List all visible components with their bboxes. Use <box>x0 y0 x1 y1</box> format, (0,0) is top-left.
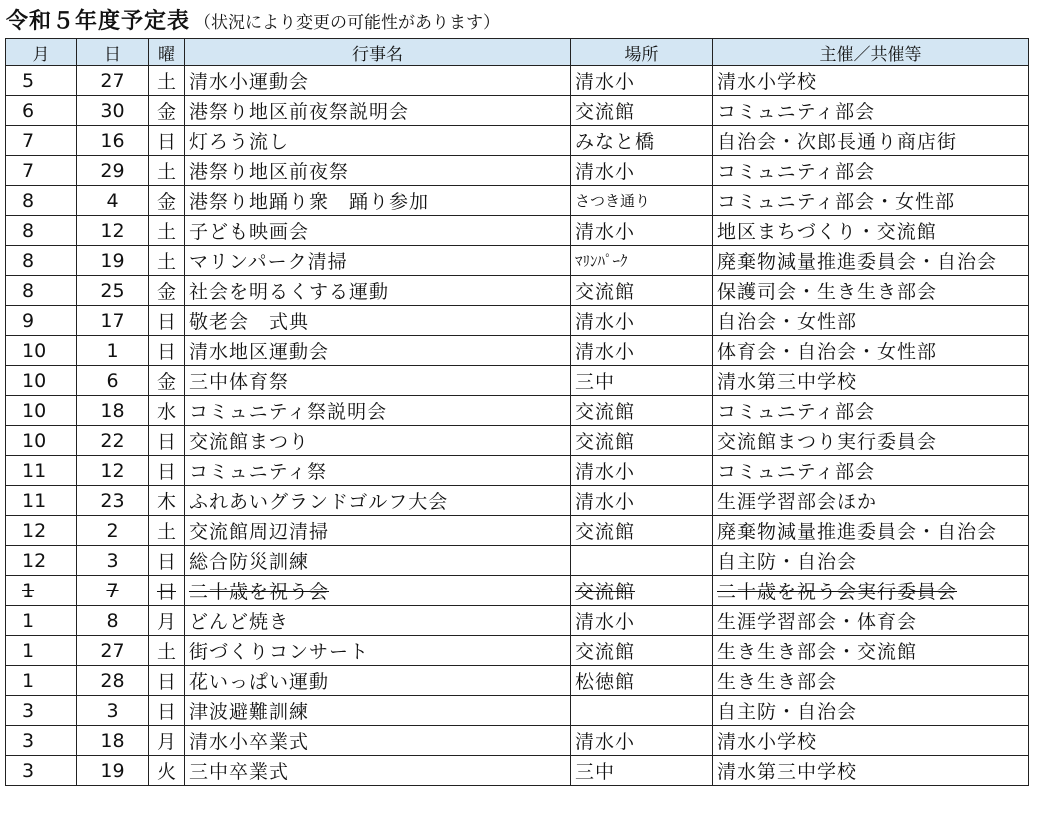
cell-organizer: 自治会・次郎長通り商店街 <box>713 126 1029 156</box>
cell-place: 清水小 <box>571 606 713 636</box>
title-note: （状況により変更の可能性があります） <box>194 13 501 33</box>
cell-day: 6 <box>77 366 149 396</box>
cell-organizer: 地区まちづくり・交流館 <box>713 216 1029 246</box>
cell-organizer: 清水小学校 <box>713 66 1029 96</box>
cell-day: 12 <box>77 216 149 246</box>
page-title <box>6 4 500 36</box>
header-place: 場所 <box>571 39 713 66</box>
cell-weekday: 日 <box>149 126 185 156</box>
table-body <box>6 66 1029 786</box>
cell-weekday: 日 <box>149 426 185 456</box>
cell-event: どんど焼き <box>185 606 571 636</box>
cell-place: さつき通り <box>571 186 713 216</box>
cell-organizer: 廃棄物減量推進委員会・自治会 <box>713 516 1029 546</box>
cell-place: 交流館 <box>571 576 713 606</box>
cell-month: 8 <box>6 276 77 306</box>
cell-event: 港祭り地区前夜祭説明会 <box>185 96 571 126</box>
table-row <box>6 96 1029 126</box>
cell-place: 交流館 <box>571 636 713 666</box>
cell-month: 10 <box>6 366 77 396</box>
cell-event: 街づくりコンサート <box>185 636 571 666</box>
cell-weekday: 日 <box>149 306 185 336</box>
cell-day: 18 <box>77 396 149 426</box>
cell-month: 5 <box>6 66 77 96</box>
cell-place: 清水小 <box>571 216 713 246</box>
cell-day: 8 <box>77 606 149 636</box>
table-row <box>6 756 1029 786</box>
cell-day: 27 <box>77 636 149 666</box>
cell-event: 港祭り地踊り衆 踊り参加 <box>185 186 571 216</box>
table-row <box>6 306 1029 336</box>
cell-month: 11 <box>6 486 77 516</box>
cell-event: 清水小運動会 <box>185 66 571 96</box>
cell-month: 12 <box>6 516 77 546</box>
cell-day: 22 <box>77 426 149 456</box>
cell-event: 清水小卒業式 <box>185 726 571 756</box>
cell-day: 25 <box>77 276 149 306</box>
cell-month: 1 <box>6 636 77 666</box>
cell-event: 子ども映画会 <box>185 216 571 246</box>
table-row <box>6 396 1029 426</box>
cell-event: 花いっぱい運動 <box>185 666 571 696</box>
cell-day: 2 <box>77 516 149 546</box>
cell-day: 18 <box>77 726 149 756</box>
header-organizer: 主催／共催等 <box>713 39 1029 66</box>
cell-organizer: コミュニティ部会 <box>713 396 1029 426</box>
cell-weekday: 土 <box>149 156 185 186</box>
cell-weekday: 土 <box>149 636 185 666</box>
table-row <box>6 576 1029 606</box>
cell-organizer: 自治会・女性部 <box>713 306 1029 336</box>
table-row <box>6 606 1029 636</box>
table-row <box>6 726 1029 756</box>
cell-month: 1 <box>6 606 77 636</box>
cell-place: 清水小 <box>571 336 713 366</box>
table-row <box>6 516 1029 546</box>
table-row <box>6 696 1029 726</box>
cell-organizer: 交流館まつり実行委員会 <box>713 426 1029 456</box>
cell-day: 3 <box>77 546 149 576</box>
cell-event: コミュニティ祭 <box>185 456 571 486</box>
cell-day: 19 <box>77 756 149 786</box>
cell-day: 19 <box>77 246 149 276</box>
cell-place: 清水小 <box>571 66 713 96</box>
table-row <box>6 66 1029 96</box>
cell-place: 清水小 <box>571 156 713 186</box>
cell-event: 交流館まつり <box>185 426 571 456</box>
cell-event: 三中卒業式 <box>185 756 571 786</box>
table-row <box>6 246 1029 276</box>
cell-month: 10 <box>6 426 77 456</box>
cell-place: 清水小 <box>571 306 713 336</box>
cell-month: 10 <box>6 336 77 366</box>
cell-month: 3 <box>6 756 77 786</box>
cell-month: 3 <box>6 696 77 726</box>
cell-event: 社会を明るくする運動 <box>185 276 571 306</box>
cell-day: 23 <box>77 486 149 516</box>
cell-weekday: 日 <box>149 546 185 576</box>
cell-weekday: 日 <box>149 576 185 606</box>
cell-weekday: 日 <box>149 696 185 726</box>
cell-place <box>571 696 713 726</box>
cell-day: 7 <box>77 576 149 606</box>
cell-organizer: コミュニティ部会・女性部 <box>713 186 1029 216</box>
cell-weekday: 水 <box>149 396 185 426</box>
cell-organizer: 生き生き部会 <box>713 666 1029 696</box>
header-month: 月 <box>6 39 77 66</box>
cell-weekday: 金 <box>149 276 185 306</box>
cell-event: 港祭り地区前夜祭 <box>185 156 571 186</box>
cell-organizer: 生き生き部会・交流館 <box>713 636 1029 666</box>
cell-day: 12 <box>77 456 149 486</box>
cell-organizer: 清水第三中学校 <box>713 366 1029 396</box>
header-day: 日 <box>77 39 149 66</box>
header-weekday: 曜 <box>149 39 185 66</box>
cell-event: 敬老会 式典 <box>185 306 571 336</box>
cell-place: 三中 <box>571 366 713 396</box>
cell-day: 4 <box>77 186 149 216</box>
cell-place: 清水小 <box>571 486 713 516</box>
table-row <box>6 336 1029 366</box>
cell-place: 松徳館 <box>571 666 713 696</box>
cell-organizer: 自主防・自治会 <box>713 546 1029 576</box>
cell-event: 二十歳を祝う会 <box>185 576 571 606</box>
cell-month: 8 <box>6 186 77 216</box>
cell-month: 10 <box>6 396 77 426</box>
cell-event: 灯ろう流し <box>185 126 571 156</box>
table-row <box>6 426 1029 456</box>
cell-month: 9 <box>6 306 77 336</box>
cell-weekday: 金 <box>149 366 185 396</box>
cell-weekday: 日 <box>149 666 185 696</box>
cell-place <box>571 546 713 576</box>
cell-month: 6 <box>6 96 77 126</box>
table-row <box>6 456 1029 486</box>
cell-day: 3 <box>77 696 149 726</box>
cell-month: 7 <box>6 126 77 156</box>
cell-day: 30 <box>77 96 149 126</box>
cell-organizer: 清水小学校 <box>713 726 1029 756</box>
cell-organizer: 自主防・自治会 <box>713 696 1029 726</box>
cell-weekday: 土 <box>149 516 185 546</box>
cell-month: 3 <box>6 726 77 756</box>
table-row <box>6 126 1029 156</box>
cell-month: 7 <box>6 156 77 186</box>
cell-day: 27 <box>77 66 149 96</box>
cell-month: 8 <box>6 246 77 276</box>
schedule-table <box>5 38 1029 786</box>
cell-place: 交流館 <box>571 516 713 546</box>
cell-month: 8 <box>6 216 77 246</box>
cell-weekday: 日 <box>149 336 185 366</box>
table-row <box>6 156 1029 186</box>
cell-place: ﾏﾘﾝﾊﾟｰｸ <box>571 246 713 276</box>
cell-event: 清水地区運動会 <box>185 336 571 366</box>
cell-organizer: コミュニティ部会 <box>713 156 1029 186</box>
cell-event: ふれあいグランドゴルフ大会 <box>185 486 571 516</box>
cell-place: 交流館 <box>571 276 713 306</box>
cell-day: 29 <box>77 156 149 186</box>
table-row <box>6 366 1029 396</box>
table-row <box>6 636 1029 666</box>
table-row <box>6 666 1029 696</box>
cell-event: マリンパーク清掃 <box>185 246 571 276</box>
cell-day: 1 <box>77 336 149 366</box>
cell-place: 交流館 <box>571 426 713 456</box>
cell-place: 三中 <box>571 756 713 786</box>
cell-place: 清水小 <box>571 726 713 756</box>
cell-event: 三中体育祭 <box>185 366 571 396</box>
cell-weekday: 火 <box>149 756 185 786</box>
cell-weekday: 金 <box>149 96 185 126</box>
table-row <box>6 216 1029 246</box>
table-row <box>6 186 1029 216</box>
cell-organizer: コミュニティ部会 <box>713 96 1029 126</box>
cell-organizer: 生涯学習部会・体育会 <box>713 606 1029 636</box>
cell-weekday: 金 <box>149 186 185 216</box>
cell-event: 交流館周辺清掃 <box>185 516 571 546</box>
cell-event: 津波避難訓練 <box>185 696 571 726</box>
cell-weekday: 月 <box>149 726 185 756</box>
table-row <box>6 276 1029 306</box>
header-event: 行事名 <box>185 39 571 66</box>
cell-month: 11 <box>6 456 77 486</box>
cell-weekday: 土 <box>149 66 185 96</box>
cell-organizer: 二十歳を祝う会実行委員会 <box>713 576 1029 606</box>
cell-day: 28 <box>77 666 149 696</box>
cell-organizer: 清水第三中学校 <box>713 756 1029 786</box>
cell-event: コミュニティ祭説明会 <box>185 396 571 426</box>
cell-organizer: 保護司会・生き生き部会 <box>713 276 1029 306</box>
cell-event: 総合防災訓練 <box>185 546 571 576</box>
cell-place: 清水小 <box>571 456 713 486</box>
cell-place: 交流館 <box>571 96 713 126</box>
cell-organizer: 生涯学習部会ほか <box>713 486 1029 516</box>
cell-month: 1 <box>6 576 77 606</box>
table-row <box>6 486 1029 516</box>
cell-weekday: 土 <box>149 216 185 246</box>
cell-organizer: コミュニティ部会 <box>713 456 1029 486</box>
cell-weekday: 土 <box>149 246 185 276</box>
cell-organizer: 廃棄物減量推進委員会・自治会 <box>713 246 1029 276</box>
cell-weekday: 月 <box>149 606 185 636</box>
cell-day: 17 <box>77 306 149 336</box>
table-header-row <box>6 39 1029 66</box>
cell-organizer: 体育会・自治会・女性部 <box>713 336 1029 366</box>
title-main: 令和５年度予定表 <box>6 9 191 34</box>
cell-month: 1 <box>6 666 77 696</box>
cell-weekday: 木 <box>149 486 185 516</box>
cell-place: みなと橋 <box>571 126 713 156</box>
table-row <box>6 546 1029 576</box>
cell-weekday: 日 <box>149 456 185 486</box>
cell-month: 12 <box>6 546 77 576</box>
cell-place: 交流館 <box>571 396 713 426</box>
cell-day: 16 <box>77 126 149 156</box>
